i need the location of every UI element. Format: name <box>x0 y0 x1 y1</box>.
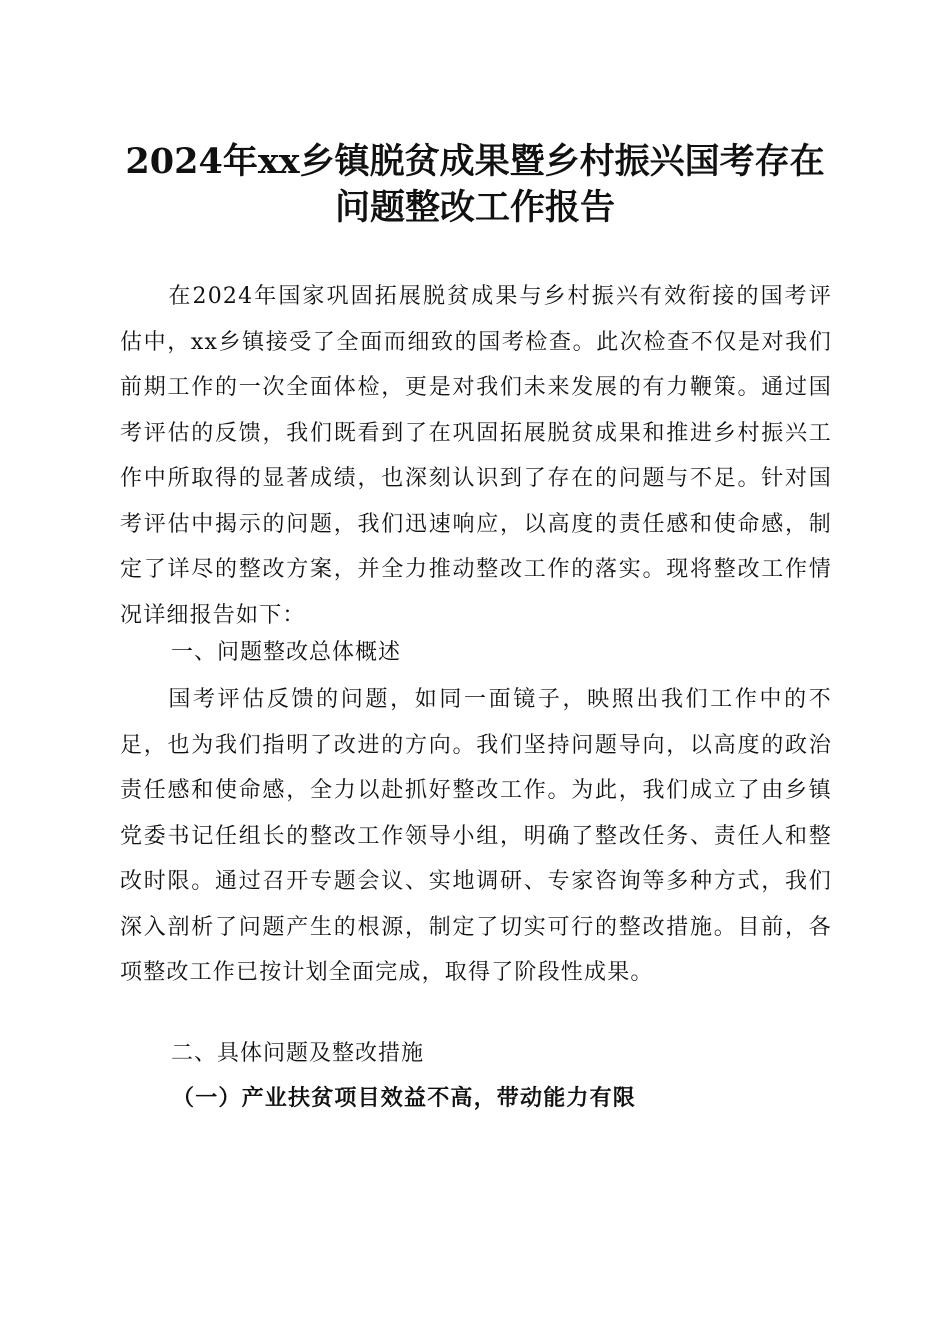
section-1-heading: 一、问题整改总体概述 <box>171 640 402 665</box>
intro-paragraph: 在2024年国家巩固拓展脱贫成果与乡村振兴有效衔接的国考评估中，xx乡镇接受了全面而细致的国考检查。此次检查不仅是对我们前期工作的一次全面体检，更是对我们未来发展的有力鞭策。通过国考评估的反馈，我们既看到了在巩固拓展脱贫成果和推进乡村振兴工作中所取得的显著成绩，也深刻认识到了存在的问题与不足。针对国考评估中揭示的问题，我们迅速响应，以高度的责任感和使命感，制定了详尽的整改方案，并全力推动整改工作的落实。现将整改工作情况详细报告如下： <box>120 284 832 628</box>
section-2-heading: 二、具体问题及整改措施 <box>171 1041 425 1066</box>
document-title-line-2: 问题整改工作报告 <box>334 187 615 228</box>
subsection-1-heading: （一）产业扶贫项目效益不高，带动能力有限 <box>172 1085 637 1111</box>
section-1-paragraph: 国考评估反馈的问题，如同一面镜子，映照出我们工作中的不足，也为我们指明了改进的方向。我们坚持问题导向，以高度的政治责任感和使命感，全力以赴抓好整改工作。为此，我们成立了由乡镇党委书记任组长的整改工作领导小组，明确了整改任务、责任人和整改时限。通过召开专题会议、实地调研、专家咨询等多种方式，我们深入剖析了问题产生的根源，制定了切实可行的整改措施。目前，各项整改工作已按计划全面完成，取得了阶段性成果。 <box>120 687 832 985</box>
document-title-line-1: 2024年xx乡镇脱贫成果暨乡村振兴国考存在 <box>125 141 825 182</box>
